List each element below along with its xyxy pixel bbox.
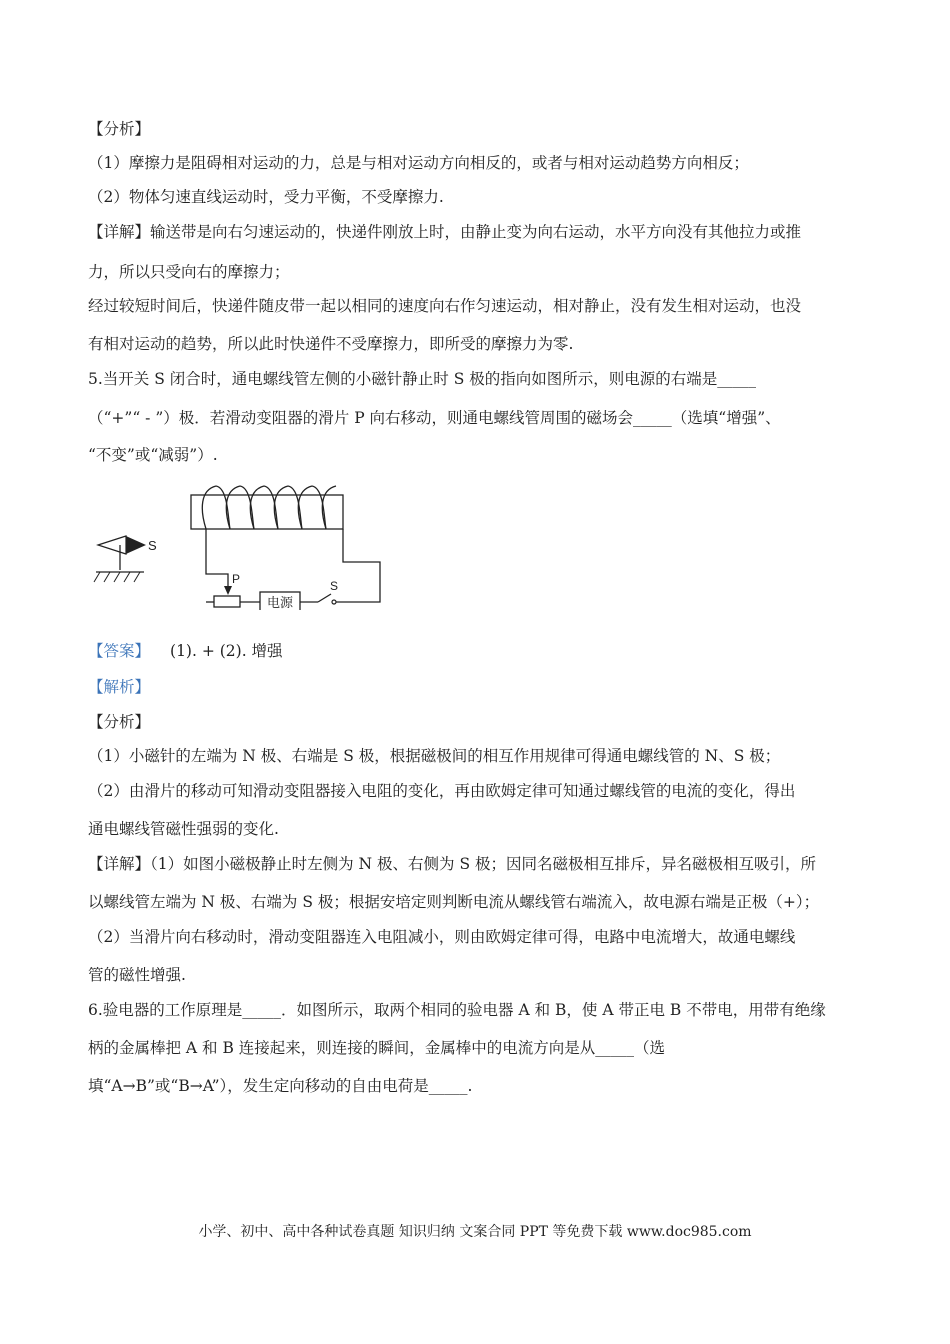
compass-needle bbox=[94, 536, 146, 582]
q5-detail-1-line-2: 以螺线管左端为 N 极、右端为 S 极；根据安培定则判断电流从螺线管右端流入，故电源右端是正极（+）； bbox=[88, 893, 820, 911]
q5-analysis-2-line-1: （2）由滑片的移动可知滑动变阻器接入电阻的变化，再由欧姆定律可知通过螺线管的电流的变化，得出 bbox=[88, 782, 796, 800]
needle-s-label: S bbox=[148, 538, 157, 553]
question-6-line-3: 填“A→B”或“B→A”），发生定向移动的自由电荷是_____. bbox=[88, 1077, 473, 1095]
power-source-label: 电源 bbox=[266, 596, 294, 610]
page-footer: 小学、初中、高中各种试卷真题 知识归纳 文案合同 PPT 等免费下载 www.doc985.com bbox=[198, 1224, 752, 1240]
q5-analysis-1: （1）小磁针的左端为 N 极、右端是 S 极，根据磁极间的相互作用规律可得通电螺线管的 N、S 极； bbox=[88, 747, 781, 765]
detail-line-1: 【详解】输送带是向右匀速运动的，快递件刚放上时，由静止变为向右运动，水平方向没有其他拉力或推 bbox=[88, 223, 802, 241]
q5-detail-2-line-2: 管的磁性增强. bbox=[88, 966, 186, 984]
question-6-line-2: 柄的金属棒把 A 和 B 连接起来，则连接的瞬间，金属棒中的电流方向是从_____（选 bbox=[88, 1039, 666, 1057]
detail-line-2: 力，所以只受向右的摩擦力； bbox=[88, 263, 290, 281]
answer-text: (1). + (2). 增强 bbox=[170, 642, 283, 660]
analysis-heading-1: 【分析】 bbox=[88, 120, 151, 138]
q5-analysis-2-line-2: 通电螺线管磁性强弱的变化. bbox=[88, 820, 279, 838]
switch-s-label: S bbox=[330, 579, 339, 593]
question-5-line-3: “不变”或“减弱”）. bbox=[88, 446, 218, 464]
question-6-line-1: 6.验电器的工作原理是_____．如图所示，取两个相同的验电器 A 和 B，使 A 带正电 B 不带电，用带有绝缘 bbox=[88, 1001, 826, 1019]
q5-detail-1-line-1: 【详解】（1）如图小磁极静止时左侧为 N 极、右侧为 S 极；因同名磁极相互排斥，异名磁极相互吸引，所 bbox=[88, 855, 817, 873]
slider-p-label: P bbox=[232, 572, 241, 586]
answer-tag: 【答案】 bbox=[88, 642, 151, 660]
answer-line bbox=[88, 641, 283, 661]
analysis-heading-2: 【分析】 bbox=[88, 713, 151, 731]
detail-line-3: 经过较短时间后，快递件随皮带一起以相同的速度向右作匀速运动，相对静止，没有发生相对运动，也没 bbox=[88, 297, 802, 315]
analysis-point-1: （1）摩擦力是阻碍相对运动的力，总是与相对运动方向相反的，或者与相对运动趋势方向相反； bbox=[88, 154, 749, 172]
detail-line-4: 有相对运动的趋势，所以此时快递件不受摩擦力，即所受的摩擦力为零. bbox=[88, 335, 574, 353]
jiexi-tag: 【解析】 bbox=[88, 678, 151, 696]
q5-detail-2-line-1: （2）当滑片向右移动时，滑动变阻器连入电阻减小，则由欧姆定律可得，电路中电流增大，故通电螺线 bbox=[88, 928, 796, 946]
solenoid bbox=[191, 486, 343, 529]
slide-rheostat bbox=[214, 586, 240, 607]
question-5-line-2: （“+”“ - ”）极．若滑动变阻器的滑片 P 向右移动，则通电螺线管周围的磁场会_____（选填“增强”、 bbox=[88, 409, 781, 427]
circuit-figure bbox=[88, 478, 388, 610]
analysis-point-2: （2）物体匀速直线运动时，受力平衡，不受摩擦力. bbox=[88, 188, 444, 206]
question-5-line-1: 5.当开关 S 闭合时，通电螺线管左侧的小磁针静止时 S 极的指向如图所示，则电源的右端是_____ bbox=[88, 370, 756, 388]
